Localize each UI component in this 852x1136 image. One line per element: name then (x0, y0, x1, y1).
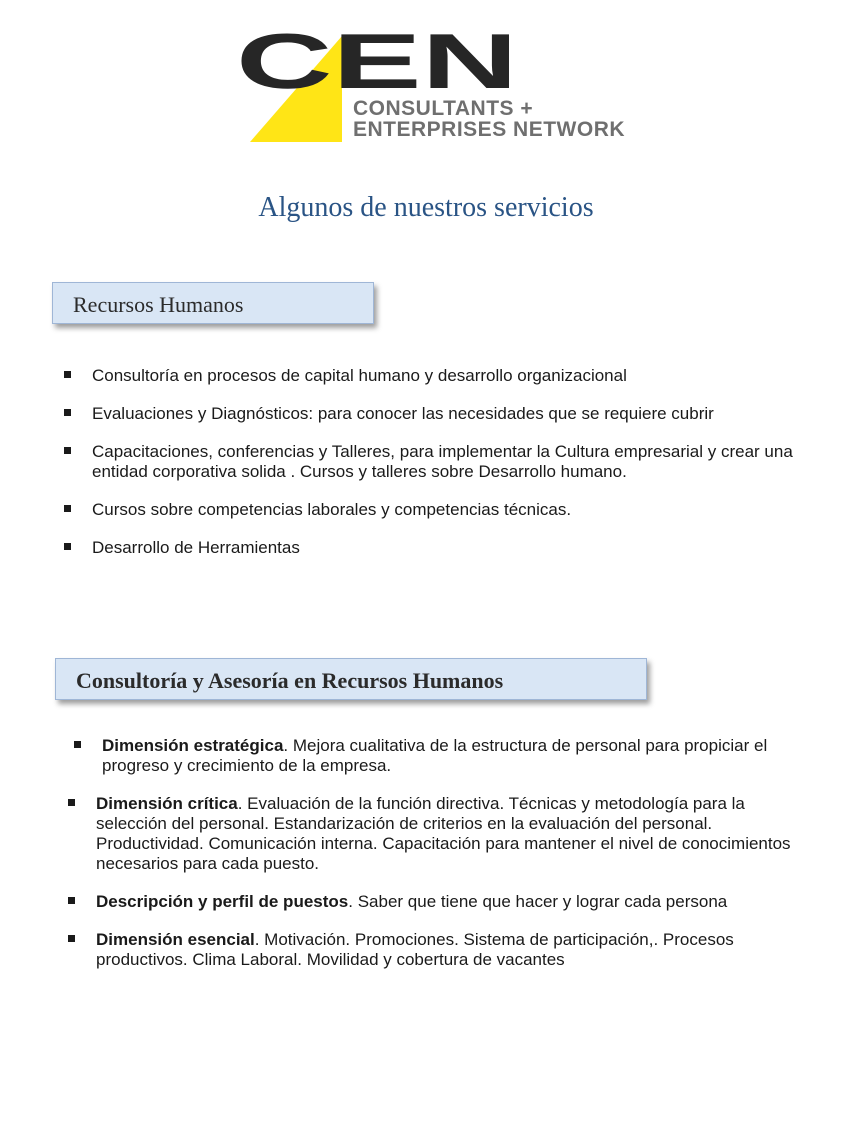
list-item (92, 538, 827, 558)
list-item (92, 366, 827, 386)
list-item (96, 794, 816, 874)
list-item-rest: . Evaluación de la función directiva. Técnicas y metodología para la selección del personal. Estandarización de criterios en la evaluación del personal. Productividad. Comunicación interna. Capacitación para mantener el nivel de conocimientos necesarios para cada puesto. (96, 794, 791, 873)
list-item (96, 736, 816, 776)
list-item-rest: . Mejora cualitativa de la estructura de personal para propiciar el progreso y crecimiento de la empresa. (102, 736, 768, 775)
logo-letters: CEN (236, 30, 518, 105)
section-heading-label: Consultoría y Asesoría en Recursos Humanos (76, 668, 504, 693)
list-item (92, 442, 827, 482)
list-item-bold: Descripción y perfil de puestos (96, 892, 349, 911)
square-bullet-icon (68, 935, 75, 942)
list-item-text (96, 794, 791, 873)
list-item-text: Evaluaciones y Diagnósticos: para conocer las necesidades que se requiere cubrir (92, 404, 714, 423)
list-item-text: Cursos sobre competencias laborales y competencias técnicas. (92, 500, 572, 519)
list-item (96, 930, 816, 970)
list-item-text: Desarrollo de Herramientas (92, 538, 300, 557)
list-item-text (102, 736, 767, 775)
page-title: Algunos de nuestros servicios (258, 192, 594, 223)
square-bullet-icon (68, 799, 75, 806)
list-item (96, 892, 816, 912)
square-bullet-icon (64, 543, 71, 550)
list-item (92, 404, 827, 424)
list-item-text (96, 892, 727, 911)
logo-line-1: CONSULTANTS + (353, 97, 534, 120)
square-bullet-icon (64, 371, 71, 378)
list-item-text: Consultoría en procesos de capital humano y desarrollo organizacional (92, 366, 627, 385)
square-bullet-icon (68, 897, 75, 904)
list-item-text (96, 930, 734, 969)
square-bullet-icon (64, 409, 71, 416)
square-bullet-icon (64, 505, 71, 512)
section-heading-recursos-humanos (52, 282, 374, 324)
list-item-rest: . Saber que tiene que hacer y lograr cada persona (348, 892, 728, 911)
services-list-2 (96, 736, 816, 970)
section-heading-label: Recursos Humanos (73, 292, 244, 317)
list-item (92, 500, 827, 520)
list-item-rest: . Motivación. Promociones. Sistema de participación,. Procesos productivos. Clima Laboral. Movilidad y cobertura de vacantes (96, 930, 734, 969)
list-item-bold: Dimensión estratégica (102, 736, 284, 755)
square-bullet-icon (74, 741, 81, 748)
section-heading-consultoria (55, 658, 647, 700)
services-list-1 (92, 366, 827, 558)
list-item-text: Capacitaciones, conferencias y Talleres, para implementar la Cultura empresarial y crear una entidad corporativa solida . Cursos y talleres sobre Desarrollo humano. (92, 442, 793, 481)
list-item-bold: Dimensión crítica (96, 794, 238, 813)
list-item-bold: Dimensión esencial (96, 930, 255, 949)
logo-line-2: ENTERPRISES NETWORK (353, 118, 626, 141)
square-bullet-icon (64, 447, 71, 454)
